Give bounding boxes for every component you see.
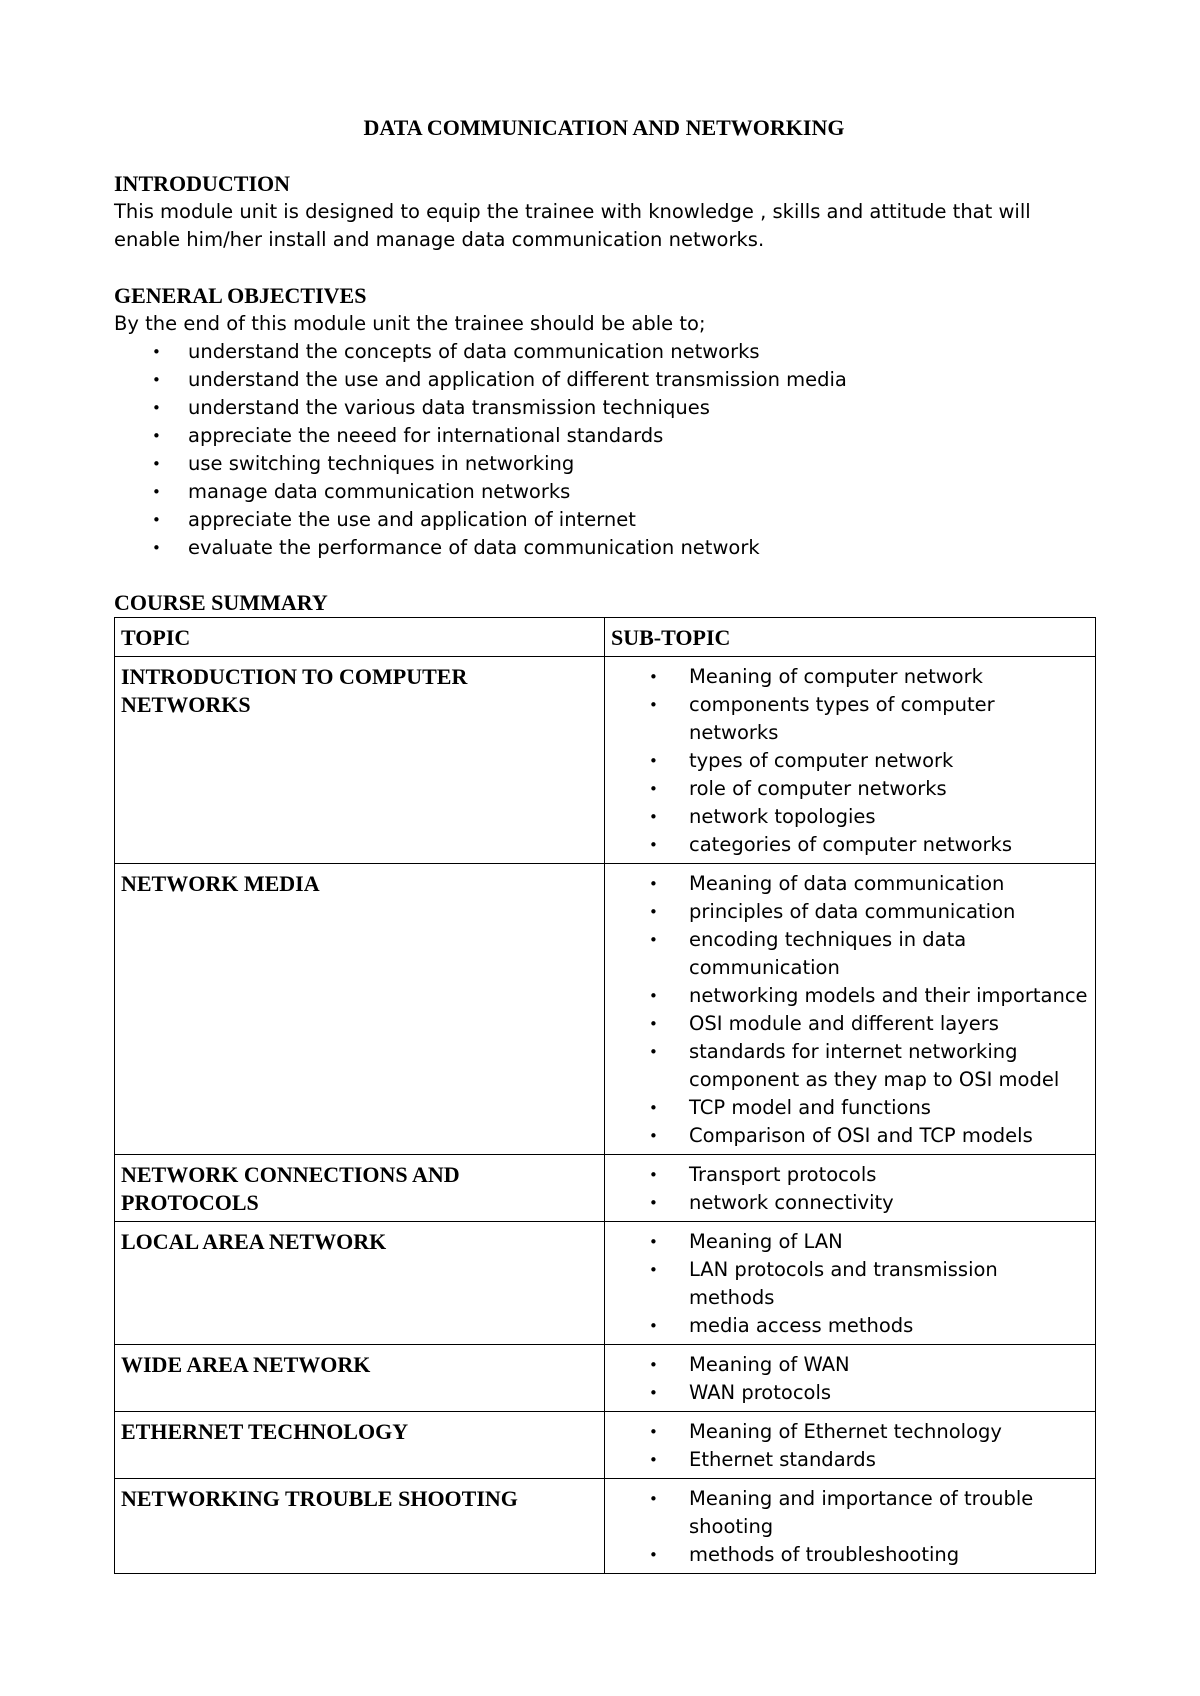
topic-text: LOCAL AREA NETWORK [121,1229,387,1254]
subtopic-text: Meaning of LAN [689,1230,843,1253]
subtopic-item [611,926,1089,982]
bullet-icon: • [649,1015,658,1033]
subtopic-text: Ethernet standards [689,1448,876,1471]
objective-text: understand the various data transmission techniques [188,396,710,419]
subtopic-text: standards for internet networking component as they map to OSI model [689,1040,1060,1091]
subtopic-text: components types of computer networks [689,693,995,744]
subtopic-cell [605,1412,1096,1479]
subtopic-item [611,747,1089,775]
course-summary-heading: COURSE SUMMARY [114,590,328,615]
subtopic-item [611,1446,1089,1474]
subtopic-cell [605,1155,1096,1222]
subtopic-list [611,1161,1089,1217]
subtopic-text: networking models and their importance [689,984,1088,1007]
introduction-section [114,170,1094,254]
subtopic-item [611,1228,1089,1256]
subtopic-item [611,1038,1089,1094]
subtopic-text: media access methods [689,1314,914,1337]
objective-text: evaluate the performance of data communication network [188,536,760,559]
subtopic-cell [605,1479,1096,1574]
column-header-subtopic [605,618,1096,657]
bullet-icon: • [649,1423,658,1441]
bullet-icon: • [152,371,161,389]
bullet-icon: • [649,808,658,826]
topic-cell [115,1155,605,1222]
subtopic-item [611,1094,1089,1122]
topic-text: ETHERNET TECHNOLOGY [121,1419,409,1444]
bullet-icon: • [649,1317,658,1335]
subtopic-list [611,1228,1089,1340]
introduction-line-1: This module unit is designed to equip the trainee with knowledge , skills and attitude that will [114,200,1031,223]
topic-cell [115,864,605,1155]
topic-cell [115,1222,605,1345]
subtopic-cell [605,864,1096,1155]
subtopic-text: TCP model and functions [689,1096,931,1119]
subtopic-item [611,870,1089,898]
objective-text: understand the use and application of different transmission media [188,368,847,391]
table-row [115,1222,1096,1345]
column-header-topic [115,618,605,657]
subtopic-text: Meaning and importance of trouble shooting [689,1487,1034,1538]
introduction-line-2: enable him/her install and manage data communication networks. [114,228,765,251]
subtopic-text: Comparison of OSI and TCP models [689,1124,1033,1147]
subtopic-item [611,1010,1089,1038]
course-summary-table [114,617,1096,1574]
bullet-icon: • [649,903,658,921]
subtopic-text: role of computer networks [689,777,947,800]
document-title: DATA COMMUNICATION AND NETWORKING [363,115,845,140]
subtopic-text: categories of computer networks [689,833,1012,856]
table-row [115,1155,1096,1222]
topic-cell [115,1345,605,1412]
subtopic-cell [605,657,1096,864]
subtopic-list [611,870,1089,1150]
bullet-icon: • [649,1356,658,1374]
table-row [115,1479,1096,1574]
course-table-body [115,657,1096,1574]
bullet-icon: • [649,752,658,770]
subtopic-text: Meaning of computer network [689,665,983,688]
topic-text: NETWORK CONNECTIONS AND PROTOCOLS [121,1162,460,1215]
subtopic-text: LAN protocols and transmission methods [689,1258,998,1309]
objective-text: appreciate the neeed for international standards [188,424,664,447]
subtopic-cell [605,1345,1096,1412]
subtopic-text: network topologies [689,805,876,828]
objectives-list [114,338,1094,562]
introduction-heading: INTRODUCTION [114,171,291,196]
subtopic-item [611,1541,1089,1569]
topic-text: INTRODUCTION TO COMPUTER NETWORKS [121,664,468,717]
subtopic-text: Transport protocols [689,1163,877,1186]
general-objectives-heading: GENERAL OBJECTIVES [114,283,367,308]
bullet-icon: • [152,511,161,529]
topic-text: NETWORK MEDIA [121,871,320,896]
subtopic-item [611,775,1089,803]
bullet-icon: • [649,1099,658,1117]
bullet-icon: • [152,427,161,445]
bullet-icon: • [649,1546,658,1564]
bullet-icon: • [649,1451,658,1469]
subtopic-item [611,691,1089,747]
objective-item [114,394,1094,422]
table-row [115,1345,1096,1412]
subtopic-text: WAN protocols [689,1381,832,1404]
bullet-icon: • [649,1194,658,1212]
table-row [115,864,1096,1155]
bullet-icon: • [649,1043,658,1061]
general-objectives-section [114,282,1094,562]
topic-cell [115,1479,605,1574]
bullet-icon: • [649,875,658,893]
objective-text: understand the concepts of data communication networks [188,340,760,363]
bullet-icon: • [649,696,658,714]
objective-text: use switching techniques in networking [188,452,575,475]
topic-text: WIDE AREA NETWORK [121,1352,371,1377]
table-row [115,657,1096,864]
subtopic-item [611,982,1089,1010]
subtopic-list [611,1351,1089,1407]
bullet-icon: • [152,483,161,501]
bullet-icon: • [649,1261,658,1279]
objective-item [114,450,1094,478]
objective-item [114,338,1094,366]
subtopic-list [611,663,1089,859]
bullet-icon: • [649,931,658,949]
subtopic-text: methods of troubleshooting [689,1543,960,1566]
subtopic-item [611,1312,1089,1340]
subtopic-item [611,898,1089,926]
objective-item [114,506,1094,534]
subtopic-item [611,1122,1089,1150]
bullet-icon: • [649,668,658,686]
subtopic-text: OSI module and different layers [689,1012,999,1035]
topic-text: NETWORKING TROUBLE SHOOTING [121,1486,518,1511]
subtopic-item [611,1418,1089,1446]
objective-text: manage data communication networks [188,480,571,503]
bullet-icon: • [152,455,161,473]
table-row [115,1412,1096,1479]
subtopic-text: Meaning of Ethernet technology [689,1420,1002,1443]
subtopic-item [611,803,1089,831]
subtopic-list [611,1418,1089,1474]
subtopic-text: types of computer network [689,749,954,772]
subtopic-text: encoding techniques in data communication [689,928,967,979]
subtopic-item [611,1351,1089,1379]
bullet-icon: • [649,1166,658,1184]
subtopic-text: Meaning of data communication [689,872,1005,895]
subtopic-item [611,1379,1089,1407]
bullet-icon: • [152,343,161,361]
bullet-icon: • [649,1490,658,1508]
subtopic-item [611,663,1089,691]
topic-cell [115,1412,605,1479]
bullet-icon: • [649,780,658,798]
subtopic-text: Meaning of WAN [689,1353,850,1376]
subtopic-text: network connectivity [689,1191,894,1214]
topic-cell [115,657,605,864]
subtopic-list [611,1485,1089,1569]
subtopic-item [611,1256,1089,1312]
bullet-icon: • [649,836,658,854]
subtopic-item [611,1485,1089,1541]
objective-item [114,422,1094,450]
objective-item [114,534,1094,562]
subtopic-cell [605,1222,1096,1345]
subtopic-text: principles of data communication [689,900,1016,923]
general-objectives-lead: By the end of this module unit the trainee should be able to; [114,312,706,335]
column-header-label: TOPIC [121,625,191,650]
bullet-icon: • [649,1233,658,1251]
objective-text: appreciate the use and application of internet [188,508,636,531]
column-header-label: SUB-TOPIC [611,625,731,650]
bullet-icon: • [649,987,658,1005]
subtopic-item [611,831,1089,859]
subtopic-item [611,1189,1089,1217]
bullet-icon: • [649,1384,658,1402]
bullet-icon: • [152,399,161,417]
subtopic-item [611,1161,1089,1189]
objective-item [114,366,1094,394]
table-header-row [115,618,1096,657]
objective-item [114,478,1094,506]
bullet-icon: • [649,1127,658,1145]
course-summary-section [114,589,1094,1574]
bullet-icon: • [152,539,161,557]
